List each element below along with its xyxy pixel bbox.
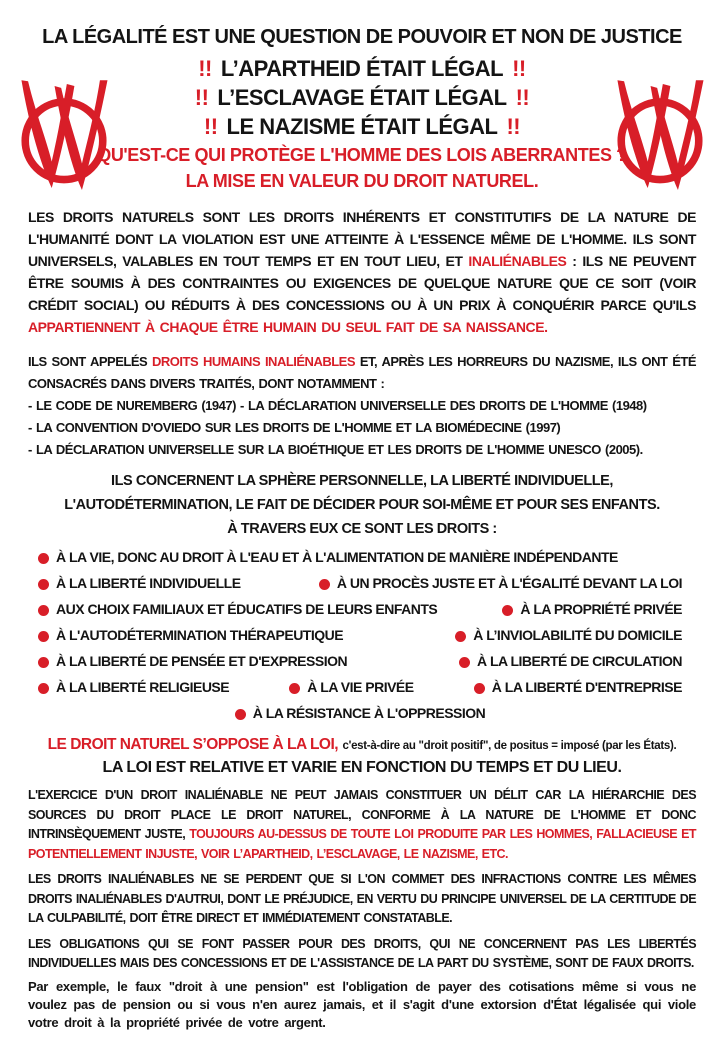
bullet-dot-icon	[474, 683, 485, 694]
exclamation-suffix: !!	[506, 114, 521, 139]
right-item	[319, 575, 682, 591]
treaty-item-nuremberg: - LE CODE DE NUREMBERG (1947) - LA DÉCLARATION UNIVERSELLE DES DROITS DE L'HOMME (1948)	[28, 398, 647, 413]
bullet-dot-icon	[38, 579, 49, 590]
exclamation-suffix: !!	[512, 56, 526, 81]
rights-row	[38, 622, 682, 648]
right-item	[235, 705, 486, 721]
treaty-item-unesco: - LA DÉCLARATION UNIVERSELLE SUR LA BIOÉTHIQUE ET LES DROITS DE L'HOMME UNESCO (2005).	[28, 442, 643, 457]
bullet-dot-icon	[38, 631, 49, 642]
bullet-dot-icon	[455, 631, 466, 642]
pension-example-paragraph: Par exemple, le faux "droit à une pension" est l'obligation de payer des cotisations même si vous ne voulez pas de pension ou si vous n'en aurez jamais, et il s'agit d'une extorsion d'État légalisée qui viole votre droit à la propriété privée de votre argent.	[28, 978, 696, 1030]
right-label: À L’INVIOLABILITÉ DU DOMICILE	[473, 627, 682, 643]
treaties-segment: ET, APRÈS LES HORREURS DU NAZISME, ILS ONT ÉTÉ CONSACRÉS DANS DIVERS TRAITÉS, DONT NOTAMMENT :	[28, 354, 697, 391]
right-item	[38, 575, 241, 591]
exclamation-prefix: !!	[194, 85, 209, 110]
right-item	[38, 601, 437, 617]
treaty-item-oviedo: - LA CONVENTION D'OVIEDO SUR LES DROITS DE L'HOMME ET LA BIOMÉDECINE (1997)	[28, 420, 561, 435]
right-label: À L'AUTODÉTERMINATION THÉRAPEUTIQUE	[56, 627, 344, 643]
rights-row	[38, 570, 682, 596]
right-item	[502, 601, 682, 617]
right-item	[38, 627, 343, 643]
treaties-segment: ILS SONT APPELÉS	[28, 354, 153, 369]
exclamation-prefix: !!	[198, 56, 212, 81]
scope-line: L'AUTODÉTERMINATION, LE FAIT DE DÉCIDER POUR SOI-MÊME ET POUR SES ENFANTS.	[64, 497, 660, 513]
bullet-dot-icon	[319, 579, 330, 590]
right-item	[459, 653, 682, 669]
natural-rights-paragraph	[28, 206, 696, 338]
question-line: QU'EST-CE QUI PROTÈGE L'HOMME DES LOIS ABERRANTES ?	[97, 145, 627, 165]
scope-block	[20, 469, 704, 541]
hierarchy-paragraph	[28, 786, 696, 864]
legal-line-text: L’ESCLAVAGE ÉTAIT LÉGAL	[217, 85, 507, 110]
bullet-dot-icon	[502, 605, 513, 616]
intro-segment-red: INALIÉNABLES	[468, 253, 567, 269]
poster-page	[0, 25, 724, 1049]
bullet-dot-icon	[38, 553, 49, 564]
right-label: À LA VIE PRIVÉE	[307, 679, 414, 695]
right-label: À LA LIBERTÉ INDIVIDUELLE	[56, 575, 241, 591]
intro-segment: : ILS NE PEUVENT ÊTRE SOUMIS À DES CONTRAINTES OU EXIGENCES DE QUELQUE NATURE QUE CE SOIT (VOIR CRÉDIT SOCIAL) OU RÉDUITS À DES CONCESSIONS OU À UN PRIX À CONQUÉRIR PARCE QU'ILS	[28, 253, 696, 313]
exclamation-suffix: !!	[515, 85, 530, 110]
intro-segment: LES DROITS NATURELS SONT LES DROITS INHÉRENTS ET CONSTITUTIFS DE LA NATURE DE L'HUMANITÉ DONT LA VIOLATION EST UNE ATTEINTE À L'ESSENCE MÊME DE L'HOMME. ILS SONT UNIVERSELS, VALABLES EN TOUT TEMPS ET EN TOUT LIEU, ET	[28, 209, 696, 269]
right-label: À LA RÉSISTANCE À L'OPPRESSION	[252, 705, 486, 721]
bullet-dot-icon	[235, 709, 246, 720]
page-title: LA LÉGALITÉ EST UNE QUESTION DE POUVOIR ET NON DE JUSTICE	[42, 26, 682, 48]
intro-segment-red: APPARTIENNENT À CHAQUE ÊTRE HUMAIN DU SEUL FAIT DE SA NAISSANCE.	[28, 319, 548, 335]
hierarchy-segment-red: TOUJOURS AU-DESSUS DE TOUTE LOI PRODUITE PAR LES HOMMES, FALLACIEUSE ET POTENTIELLEMENT INJUSTE, VOIR L’APARTHEID, L’ESCLAVAGE, LE NAZISME, ETC.	[28, 827, 696, 861]
right-label: À LA PROPRIÉTÉ PRIVÉE	[520, 601, 682, 617]
legal-line-text: L’APARTHEID ÉTAIT LÉGAL	[220, 56, 504, 81]
false-rights-paragraph: LES OBLIGATIONS QUI SE FONT PASSER POUR DES DROITS, QUI NE CONCERNENT PAS LES LIBERTÉS INDIVIDUELLES MAIS DES CONCESSIONS ET DE L'ASSISTANCE DE LA PART DU SYSTÈME, SONT DE FAUX DROITS.	[28, 936, 696, 970]
right-label: À LA LIBERTÉ DE CIRCULATION	[476, 653, 682, 669]
law-relative-line: LA LOI EST RELATIVE ET VARIE EN FONCTION DU TEMPS ET DU LIEU.	[102, 759, 622, 776]
hierarchy-segment: L'EXERCICE D'UN DROIT INALIÉNABLE NE PEUT JAMAIS CONSTITUER UN DÉLIT CAR LA HIÉRARCHIE DES SOURCES DU DROIT PLACE LE DROIT NATUREL, CONFORME À LA NATURE DE L'HOMME ET DONC INTRINSÈQUEMENT JUSTE,	[28, 788, 696, 841]
bullet-dot-icon	[459, 657, 470, 668]
right-item	[474, 679, 682, 695]
answer-line: LA MISE EN VALEUR DU DROIT NATUREL.	[185, 171, 539, 191]
right-item	[38, 549, 618, 565]
bullet-dot-icon	[38, 605, 49, 616]
rights-row	[38, 596, 682, 622]
legal-line-text: LE NAZISME ÉTAIT LÉGAL	[226, 114, 498, 139]
treaties-paragraph	[28, 351, 696, 461]
scope-line: ILS CONCERNENT LA SPHÈRE PERSONNELLE, LA LIBERTÉ INDIVIDUELLE,	[111, 473, 613, 489]
loss-of-rights-paragraph: LES DROITS INALIÉNABLES NE SE PERDENT QUE SI L'ON COMMET DES INFRACTIONS CONTRE LES MÊMES DROITS INALIÉNABLES D'AUTRUI, DONT LE PRÉJUDICE, EN VERTU DU PRINCIPE UNIVERSEL DE LA CERTITUDE DE LA CULPABILITÉ, DOIT ÊTRE DIRECT ET IMMÉDIATEMENT CONSTATABLE.	[28, 872, 696, 925]
opposition-line	[12, 736, 712, 754]
right-label: À LA LIBERTÉ D'ENTREPRISE	[491, 679, 682, 695]
treaties-segment-red: DROITS HUMAINS INALIÉNABLES	[152, 354, 355, 369]
right-label: À UN PROCÈS JUSTE ET À L'ÉGALITÉ DEVANT LA LOI	[336, 575, 682, 591]
opposition-lead: LE DROIT NATUREL S’OPPOSE À LA LOI,	[47, 736, 339, 753]
double-v-emblem-icon	[608, 79, 712, 195]
rights-list	[0, 544, 724, 726]
rights-row	[38, 674, 682, 700]
bullet-dot-icon	[289, 683, 300, 694]
rights-row	[38, 700, 682, 726]
right-item	[289, 679, 413, 695]
right-label: À LA LIBERTÉ DE PENSÉE ET D'EXPRESSION	[56, 653, 348, 669]
exclamation-prefix: !!	[203, 114, 218, 139]
bullet-dot-icon	[38, 683, 49, 694]
right-item	[455, 627, 682, 643]
rights-row	[38, 544, 682, 570]
right-label: À LA VIE, DONC AU DROIT À L'EAU ET À L'ALIMENTATION DE MANIÈRE INDÉPENDANTE	[56, 549, 618, 565]
right-item	[38, 653, 347, 669]
rights-row	[38, 648, 682, 674]
bullet-dot-icon	[38, 657, 49, 668]
opposition-rest: c'est-à-dire au "droit positif", de positus = imposé (par les États).	[342, 740, 677, 752]
right-item	[38, 679, 229, 695]
right-label: À LA LIBERTÉ RELIGIEUSE	[56, 679, 230, 695]
scope-line: À TRAVERS EUX CE SONT LES DROITS :	[227, 521, 497, 537]
double-v-emblem-icon	[12, 79, 116, 195]
right-label: AUX CHOIX FAMILIAUX ET ÉDUCATIFS DE LEURS ENFANTS	[56, 601, 438, 617]
